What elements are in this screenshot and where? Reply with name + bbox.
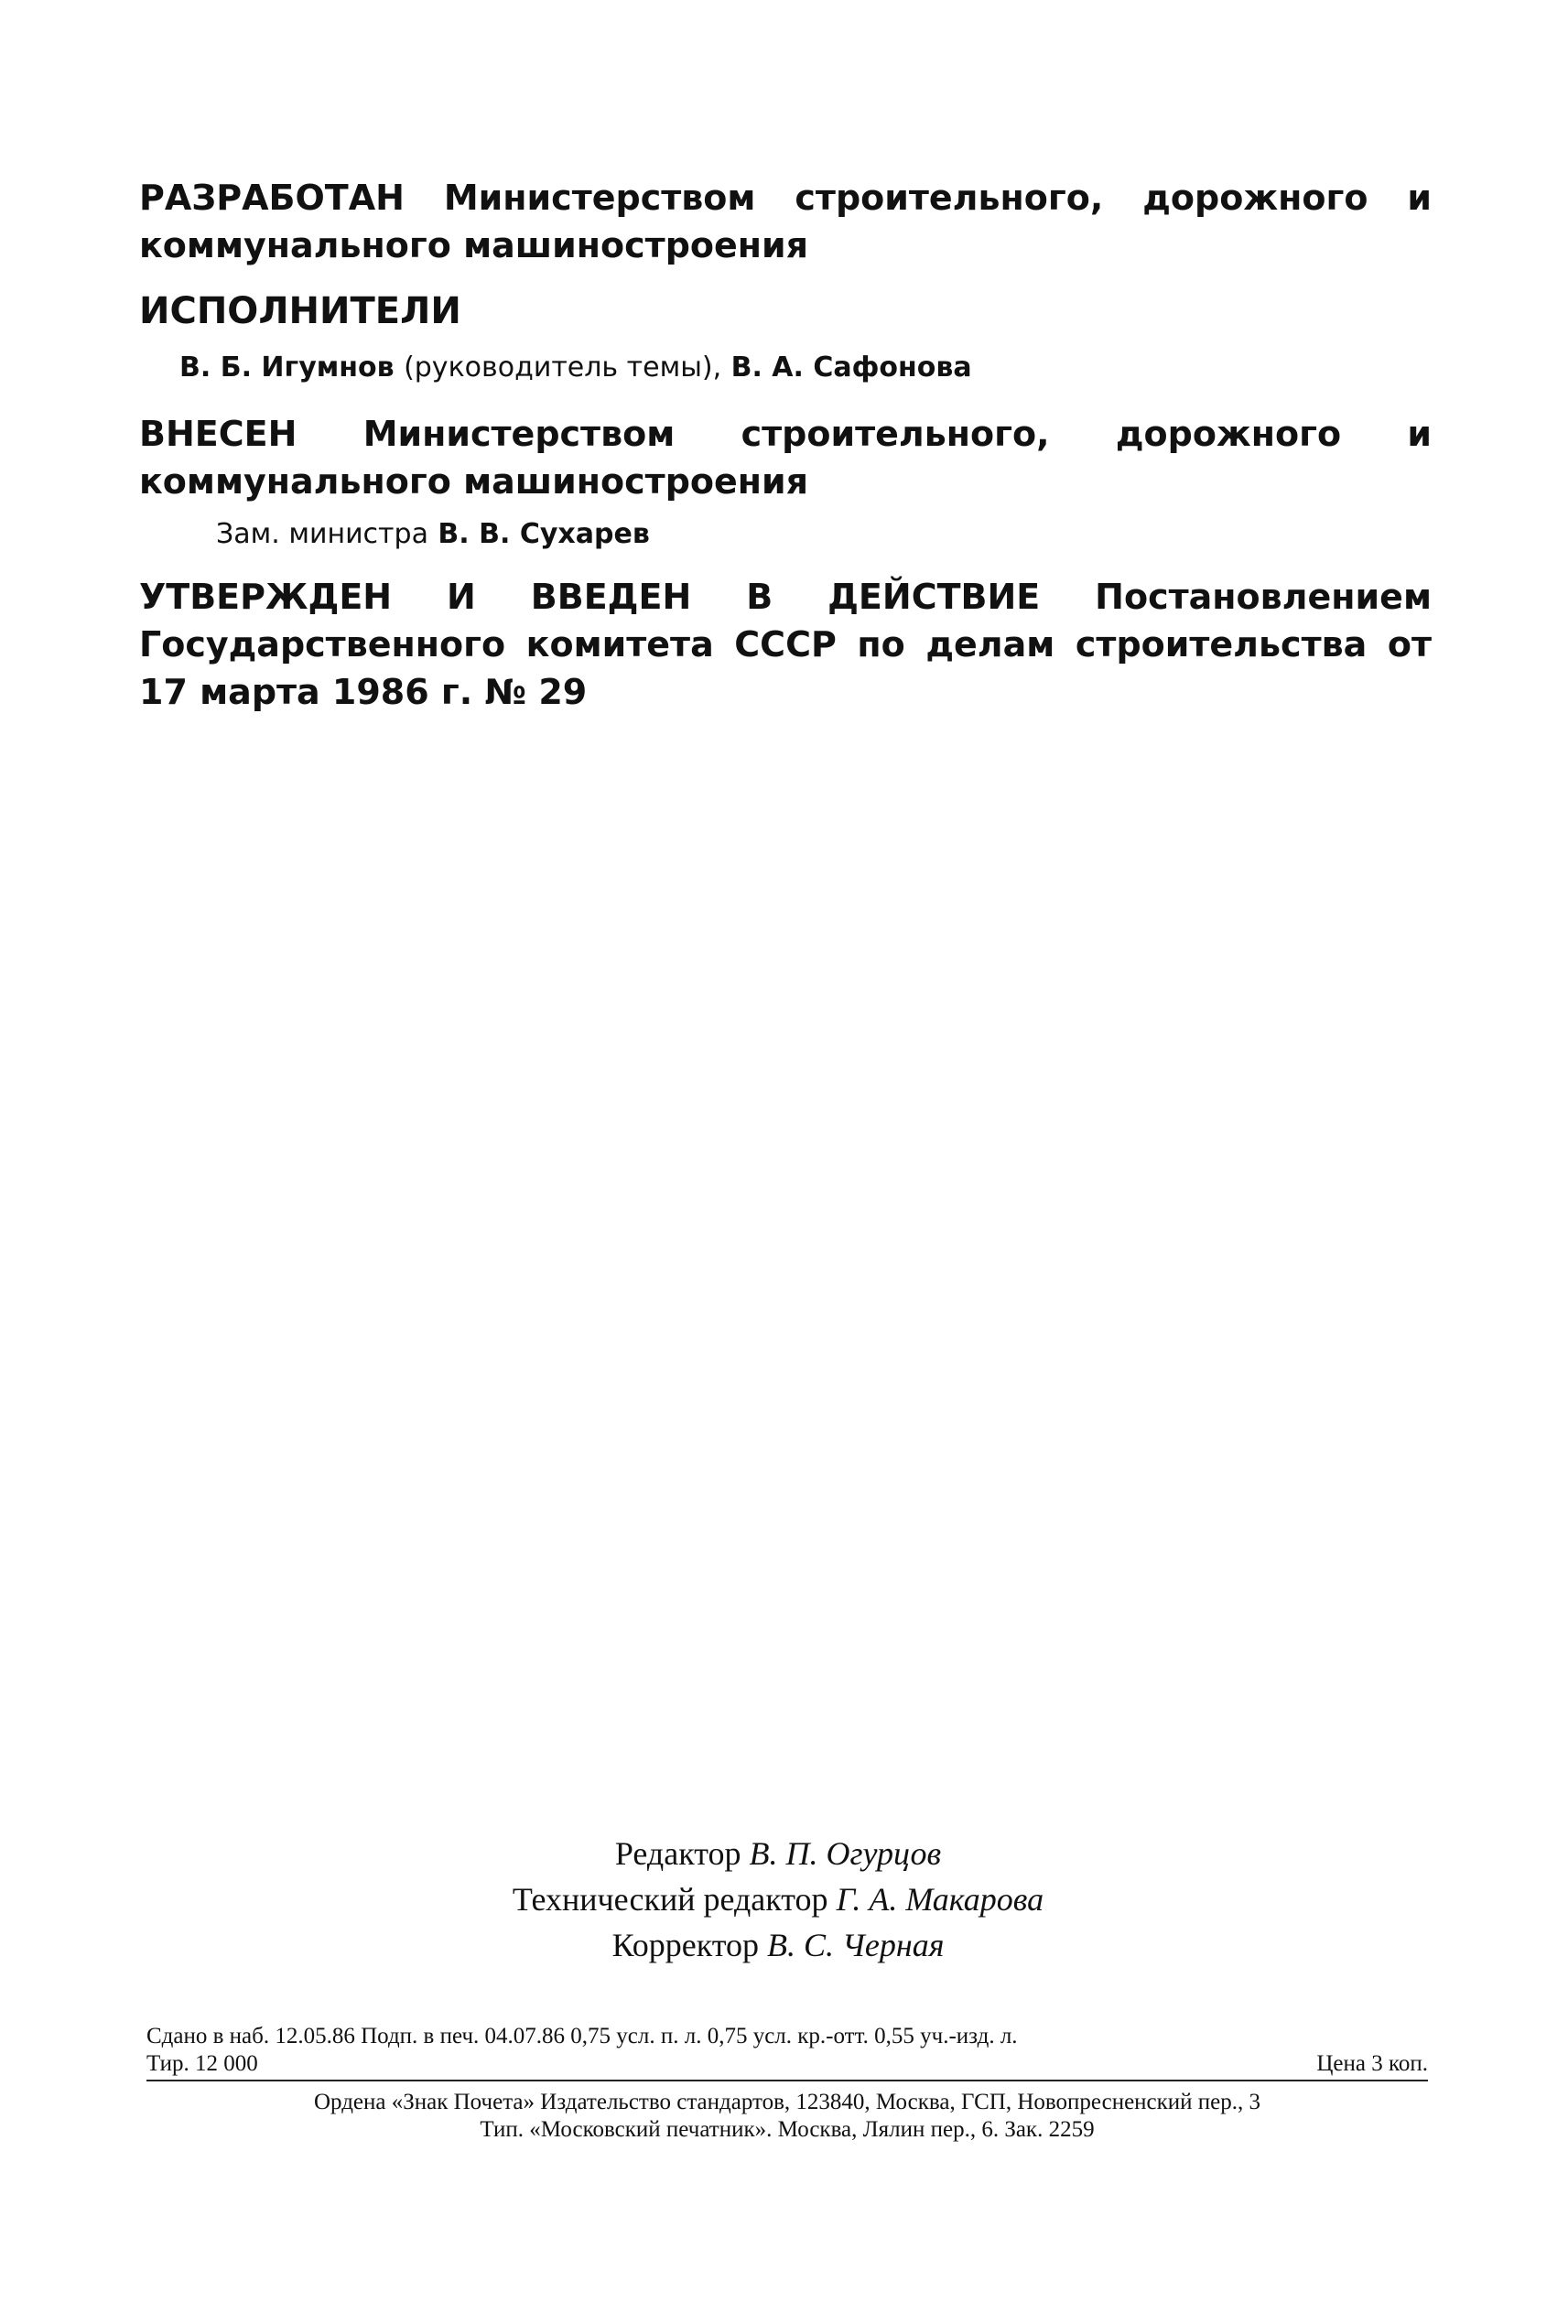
approved-label: УТВЕРЖДЕН И ВВЕДЕН В ДЕЙСТВИЕ [139,577,1041,617]
credits-block [412,1831,1144,1968]
tech-editor-role: Технический редактор [512,1881,828,1918]
print-run: Тир. 12 000 [146,2051,258,2076]
proofreader-name: В. С. Черная [767,1927,945,1963]
introduced-paragraph [139,410,1432,505]
editor-line [412,1831,1144,1876]
deputy-line [216,516,650,553]
introduced-text: Министерством строительного, дорожного и коммунального машиностроения [139,414,1432,502]
imprint-block [146,2023,1428,2078]
approved-paragraph [139,573,1432,716]
developed-paragraph [139,174,1432,269]
editor-role: Редактор [614,1835,741,1872]
tech-editor-line [412,1876,1144,1922]
deputy-name: В. В. Сухарев [438,518,650,550]
deputy-role: Зам. министра [216,518,428,550]
developed-text: Министерством строительного, дорожного и коммунального машиностроения [139,178,1433,265]
performers-heading: ИСПОЛНИТЕЛИ [139,290,461,332]
tech-editor-name: Г. А. Макарова [836,1881,1044,1918]
developed-label: РАЗРАБОТАН [139,178,405,218]
performer-1-name: В. Б. Игумнов [179,351,395,384]
publisher-line-2: Тип. «Московский печатник». Москва, Лялин пер., 6. Зак. 2259 [480,2117,1095,2142]
introduced-label: ВНЕСЕН [139,414,297,454]
performers-line [179,350,972,386]
price: Цена 3 коп. [1316,2051,1428,2076]
performer-2-name: В. А. Сафонова [730,351,972,384]
editor-name: В. П. Огурцов [749,1835,942,1872]
publisher-line-1: Ордена «Знак Почета» Издательство стандартов, 123840, Москва, ГСП, Новопресненский пер., 3 [313,2090,1261,2114]
imprint-line-2 [146,2050,1428,2078]
approved-text: Постановлением Государственного комитета СССР по делам строительства от 17 марта 1986 г. № 29 [139,577,1432,712]
imprint-dates: Сдано в наб. 12.05.86 Подп. в печ. 04.07.86 0,75 усл. п. л. 0,75 усл. кр.-отт. 0,55 уч.-изд. л. [146,2024,1018,2048]
publisher-block [146,2089,1428,2144]
proofreader-line [412,1922,1144,1968]
imprint-line-1 [146,2023,1428,2050]
imprint-divider [146,2080,1428,2081]
performer-1-role: (руководитель темы), [404,351,722,384]
proofreader-role: Корректор [611,1927,760,1963]
